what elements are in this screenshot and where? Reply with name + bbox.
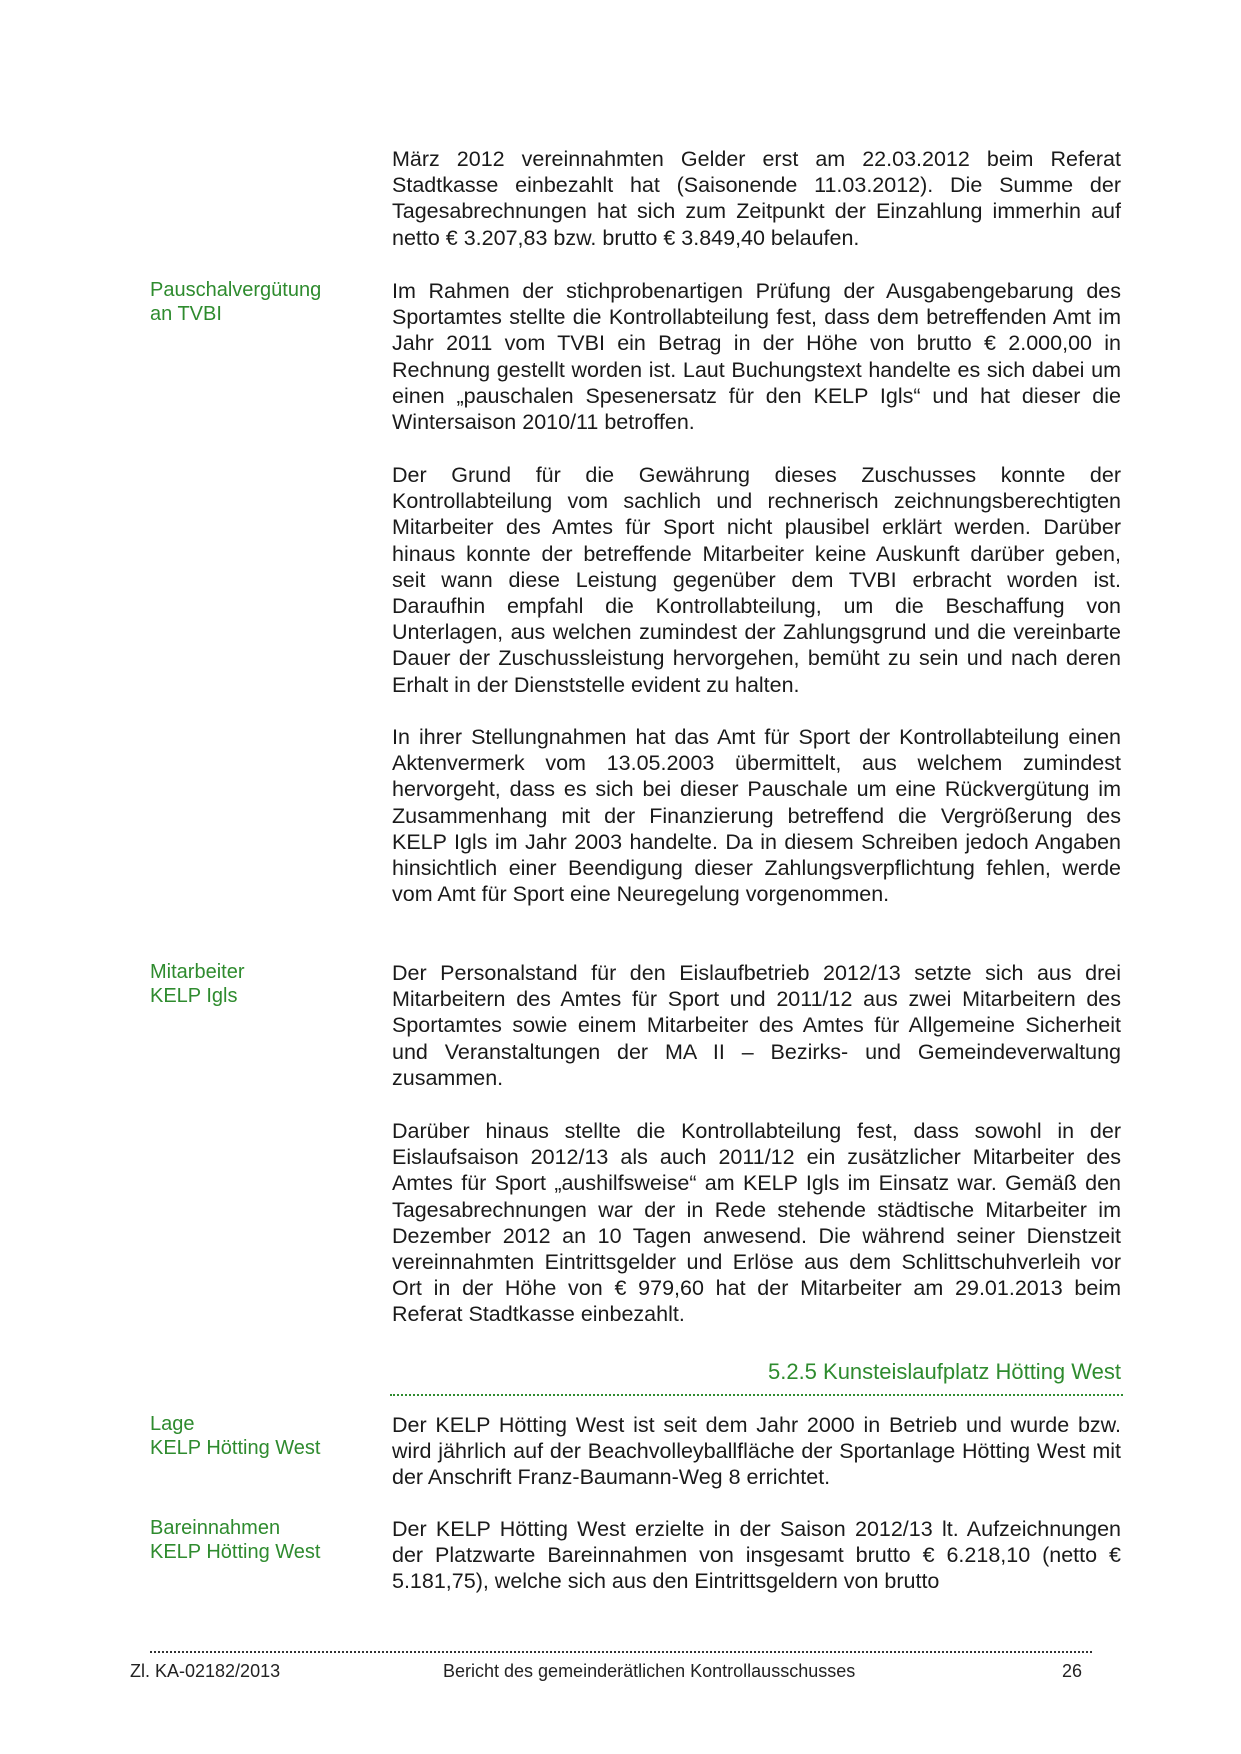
page-number: 26	[1062, 1661, 1083, 1681]
paragraph-3: Der Grund für die Gewährung dieses Zuschusses konnte der Kontrollabteilung vom sachlich und rechnerisch zeichnungsberechtigten Mitarbeiter des Amtes für Sport nicht plausibel erklärt werden. Darüber hinaus konnte der betreffende Mitarbeiter keine Auskunft darüber geben, seit wann diese Leistung gegenüber dem TVBI erbracht worden ist. Daraufhin empfahl die Kontrollabteilung, um die Beschaffung von Unterlagen, aus welchen zumindest der Zahlungsgrund und die vereinbarte Dauer der Zuschussleistung hervorgehen, bemüht zu sein und nach deren Erhalt in der Dienststelle evident zu halten.	[392, 463, 1121, 697]
paragraph-8: Der KELP Hötting West erzielte in der Saison 2012/13 lt. Aufzeichnungen der Platzwarte Bareinnahmen von insgesamt brutto € 6.218,10 (netto € 5.181,75), welche sich aus den Eintrittsgeldern von brutto	[392, 1517, 1121, 1594]
margin-note-bareinnahmen: Bareinnahmen KELP Hötting West	[150, 1517, 321, 1563]
section-heading: 5.2.5 Kunsteislaufplatz Hötting West	[767, 1359, 1121, 1384]
margin-note-mitarbeiter: Mitarbeiter KELP Igls	[150, 961, 245, 1007]
paragraph-4: In ihrer Stellungnahmen hat das Amt für Sport der Kontrollabteilung einen Aktenvermerk vom 13.05.2003 übermittelt, aus welchem zumindest hervorgeht, dass es sich bei dieser Pauschale um eine Rückvergütung im Zusammenhang mit der Finanzierung betreffend die Vergrößerung des KELP Igls im Jahr 2003 handelte. Da in diesem Schreiben jedoch Angaben hinsichtlich einer Beendigung dieser Zahlungsverpflichtung fehlen, werde vom Amt für Sport eine Neuregelung vorgenommen.	[392, 725, 1121, 907]
margin-note-pauschalverguetung: Pauschalvergütung an TVBI	[150, 279, 322, 325]
paragraph-7: Der KELP Hötting West ist seit dem Jahr 2000 in Betrieb und wurde bzw. wird jährlich auf der Beachvolleyballfläche der Sportanlage Hötting West mit der Anschrift Franz-Baumann-Weg 8 errichtet.	[392, 1413, 1121, 1490]
footer-reference: Zl. KA-02182/2013	[130, 1661, 281, 1681]
footer-title: Bericht des gemeinderätlichen Kontrollausschusses	[443, 1661, 856, 1681]
heading-divider	[390, 1394, 1123, 1396]
margin-note-lage: Lage KELP Hötting West	[150, 1413, 321, 1459]
paragraph-1: März 2012 vereinnahmten Gelder erst am 22.03.2012 beim Referat Stadtkasse einbezahlt hat (Saisonende 11.03.2012). Die Summe der Tagesabrechnungen hat sich zum Zeitpunkt der Einzahlung immerhin auf netto € 3.207,83 bzw. brutto € 3.849,40 belaufen.	[392, 147, 1121, 250]
paragraph-5: Der Personalstand für den Eislaufbetrieb 2012/13 setzte sich aus drei Mitarbeitern des Amtes für Sport und 2011/12 aus zwei Mitarbeitern des Sportamtes sowie einem Mitarbeiter des Amtes für Allgemeine Sicherheit und Veranstaltungen der MA II – Bezirks- und Gemeindeverwaltung zusammen.	[392, 961, 1121, 1090]
paragraph-6: Darüber hinaus stellte die Kontrollabteilung fest, dass sowohl in der Eislaufsaison 2012/13 als auch 2011/12 ein zusätzlicher Mitarbeiter des Amtes für Sport „aushilfsweise“ am KELP Igls im Einsatz war. Gemäß den Tagesabrechnungen war der in Rede stehende städtische Mitarbeiter im Dezember 2012 an 10 Tagen anwesend. Die während seiner Dienstzeit vereinnahmten Eintrittsgelder und Erlöse aus dem Schlittschuhverleih vor Ort in der Höhe von € 979,60 hat der Mitarbeiter am 29.01.2013 beim Referat Stadtkasse einbezahlt.	[392, 1119, 1121, 1327]
paragraph-2: Im Rahmen der stichprobenartigen Prüfung der Ausgabengebarung des Sportamtes stellte die Kontrollabteilung fest, dass dem betreffenden Amt im Jahr 2011 vom TVBI ein Betrag in der Höhe von brutto € 2.000,00 in Rechnung gestellt worden ist. Laut Buchungstext handelte es sich dabei um einen „pauschalen Spesenersatz für den KELP Igls“ und hat dieser die Wintersaison 2010/11 betroffen.	[392, 279, 1121, 435]
footer-divider	[150, 1651, 1092, 1653]
